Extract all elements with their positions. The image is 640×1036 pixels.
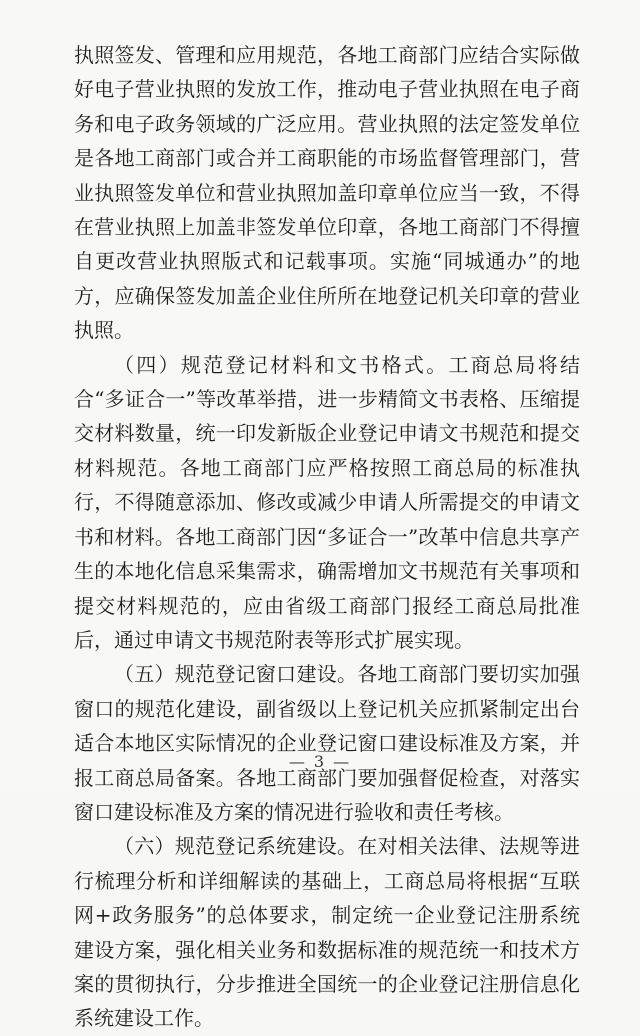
paragraph-license-issuance: 执照签发、管理和应用规范，各地工商部门应结合实际做好电子营业执照的发放工作，推动电子营业执照在电子商务和电子政务领域的广泛应用。营业执照的法定签发单位是各地工商部门或合并工商职能的市场监督管理部门，营业执照签发单位和营业执照加盖印章单位应当一致，不得在营业执照上加盖非签发单位印章，各地工商部门不得擅自更改营业执照版式和记载事项。实施“同城通办”的地方，应确保签发加盖企业住所所在地登记机关印章的营业执照。 — [74, 43, 580, 343]
paragraph-section-5: （五）规范登记窗口建设。各地工商部门要切实加强窗口的规范化建设，副省级以上登记机关应抓紧制定出台适合本地区实际情况的企业登记窗口建设标准及方案，并报工商总局备案。各地工商部门要加强督促检查，对落实窗口建设标准及方案的情况进行验收和责任考核。 — [74, 662, 580, 824]
document-body — [74, 38, 580, 1036]
paragraph-section-6: （六）规范登记系统建设。在对相关法律、法规等进行梳理分析和详细解读的基础上，工商总局将根据“互联网+政务服务”的总体要求，制定统一企业登记注册系统建设方案，强化相关业务和数据标准的规范统一和技术方案的贯彻执行，分步推进全国统一的企业登记注册信息化系统建设工作。 — [74, 834, 580, 1031]
page-number: — 3 — — [288, 752, 352, 771]
paragraph-section-4: （四）规范登记材料和文书格式。工商总局将结合“多证合一”等改革举措，进一步精简文书表格、压缩提交材料数量，统一印发新版企业登记申请文书规范和提交材料规范。各地工商部门应严格按照工商总局的标准执行，不得随意添加、修改或减少申请人所需提交的申请文书和材料。各地工商部门因“多证合一”改革中信息共享产生的本地化信息采集需求，确需增加文书规范有关事项和提交材料规范的，应由省级工商部门报经工商总局批准后，通过申请文书规范附表等形式扩展实现。 — [74, 352, 580, 652]
